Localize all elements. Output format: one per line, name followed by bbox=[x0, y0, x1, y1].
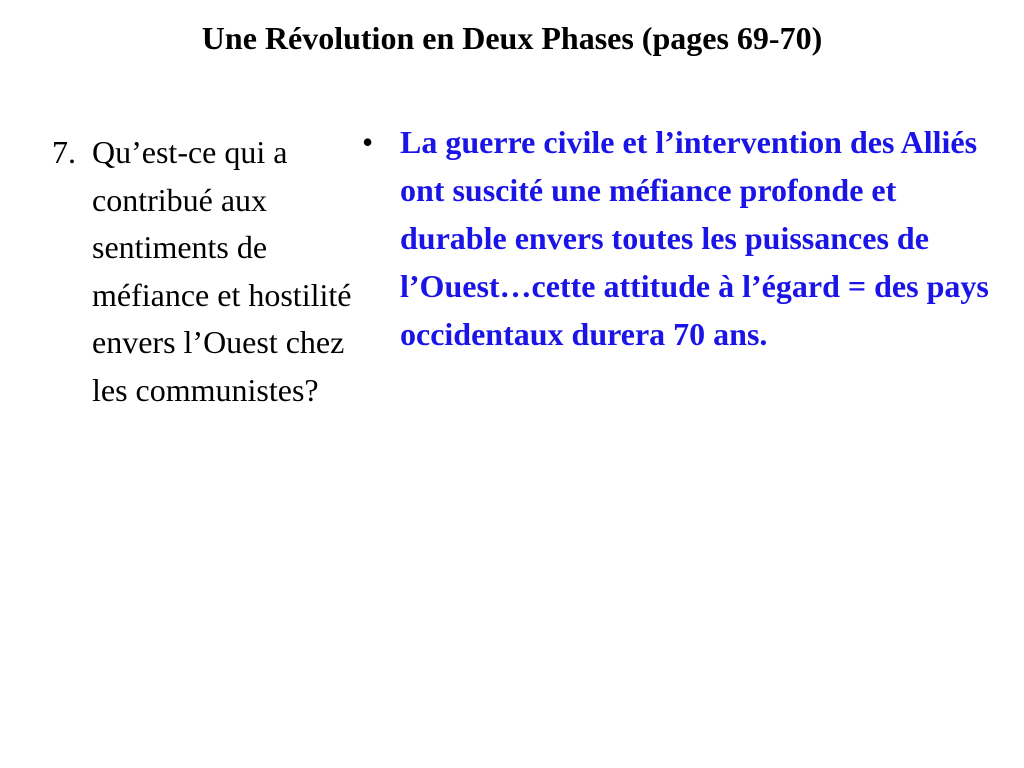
bullet-icon: • bbox=[362, 124, 374, 160]
question-item bbox=[52, 129, 362, 414]
answer-text: La guerre civile et l’intervention des Alliés ont suscité une méfiance profonde et durable envers toutes les puissances de l’Ouest…cette attitude à l’égard = des pays occidentaux durera 70 ans. bbox=[400, 124, 989, 352]
slide-title: Une Révolution en Deux Phases (pages 69-70) bbox=[201, 20, 823, 56]
question-text: Qu’est-ce qui a contribué aux sentiments de méfiance et hostilité envers l’Ouest chez les communistes? bbox=[92, 134, 352, 408]
answer-column bbox=[362, 118, 992, 358]
question-number: 7. bbox=[52, 134, 76, 170]
answer-bullet-item bbox=[362, 118, 992, 358]
question-column bbox=[52, 129, 362, 414]
